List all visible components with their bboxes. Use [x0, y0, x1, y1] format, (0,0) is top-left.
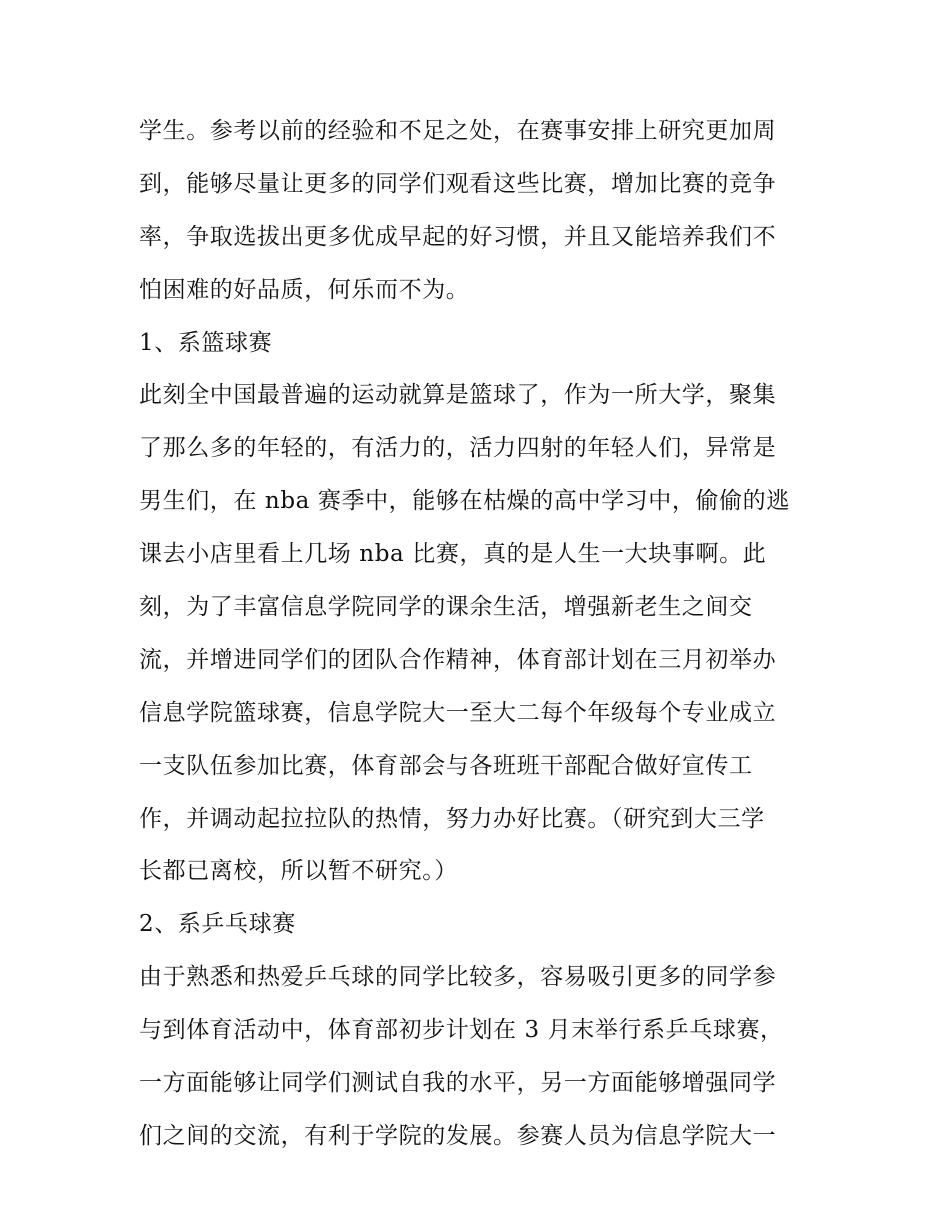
- paragraph-line: 怕困难的好品质，何乐而不为。: [139, 276, 470, 303]
- paragraph-line: 课去小店里看上几场 nba 比赛，真的是人生一大块事啊。此: [139, 541, 767, 568]
- paragraph-line: 率，争取选拔出更多优成早起的好习惯，并且又能培养我们不: [139, 223, 777, 250]
- paragraph-line: 一支队伍参加比赛，体育部会与各班班干部配合做好宣传工: [139, 752, 753, 779]
- paragraph-line: 刻，为了丰富信息学院同学的课余生活，增强新老生之间交: [139, 594, 753, 621]
- paragraph-line: 男生们，在 nba 赛季中，能够在枯燥的高中学习中，偷偷的逃: [139, 488, 790, 515]
- document-body: [139, 108, 819, 1166]
- section-heading-basketball: 1、系篮球赛: [139, 329, 273, 356]
- paragraph-line: 此刻全中国最普遍的运动就算是篮球了，作为一所大学，聚集: [139, 382, 777, 409]
- section-heading-table-tennis: 2、系乒乓球赛: [139, 911, 296, 938]
- paragraph-line: 与到体育活动中，体育部初步计划在 3 月末举行系乒乓球赛，: [139, 1017, 784, 1044]
- paragraph-line: 由于熟悉和热爱乒乓球的同学比较多，容易吸引更多的同学参: [139, 964, 777, 991]
- paragraph-line: 们之间的交流，有利于学院的发展。参赛人员为信息学院大一: [139, 1122, 777, 1149]
- paragraph-line: 到，能够尽量让更多的同学们观看这些比赛，增加比赛的竞争: [139, 170, 777, 197]
- paragraph-line: 作，并调动起拉拉队的热情，努力办好比赛。（研究到大三学: [139, 805, 765, 832]
- paragraph-line: 了那么多的年轻的，有活力的，活力四射的年轻人们，异常是: [139, 435, 777, 462]
- paragraph-line: 一方面能够让同学们测试自我的水平，另一方面能够增强同学: [139, 1070, 777, 1097]
- paragraph-line: 信息学院篮球赛，信息学院大一至大二每个年级每个专业成立: [139, 699, 777, 726]
- paragraph-line: 长都已离校，所以暂不研究。）: [139, 858, 458, 885]
- paragraph-line: 流，并增进同学们的团队合作精神，体育部计划在三月初举办: [139, 646, 777, 673]
- paragraph-line: 学生。参考以前的经验和不足之处，在赛事安排上研究更加周: [139, 118, 777, 144]
